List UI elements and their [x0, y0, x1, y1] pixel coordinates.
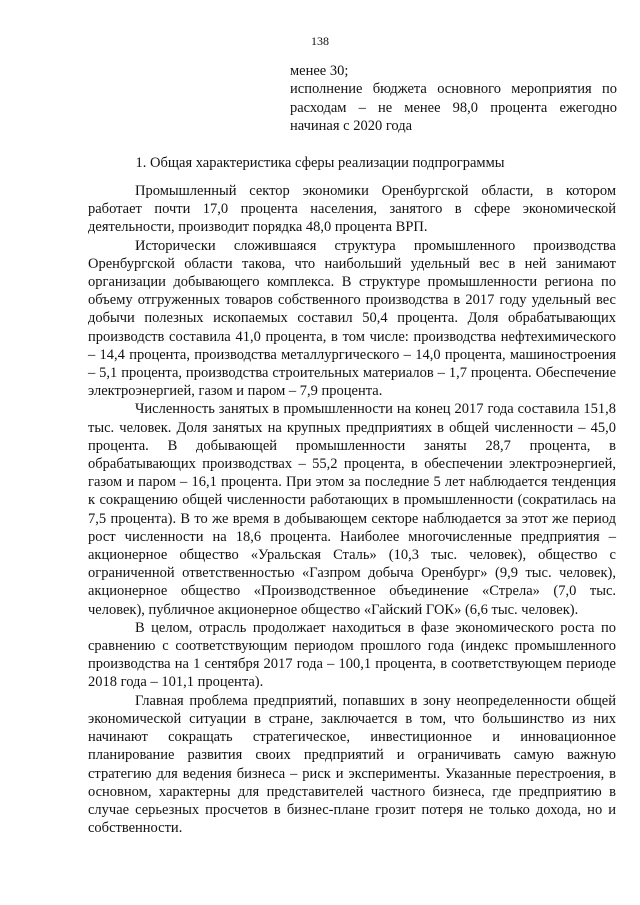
- page-number: 138: [311, 34, 329, 48]
- section-heading: 1. Общая характеристика сферы реализации подпрограммы: [135, 155, 505, 171]
- paragraph: Исторически сложившаяся структура промышленного производства Оренбургской области такова, что наибольший удельный вес в ней занимают организации добывающего комплекса. В структуре промышленности региона по объему отгруженных товаров собственного производства в 2017 году удельный вес добычи полезных ископаемых составил 50,4 процента. Доля обрабатывающих производств составила 41,0 процента, в том числе: производства нефтехимического – 14,4 процента, производства металлургического – 14,0 процента, машиностроения – 5,1 процента, производства строительных материалов – 1,7 процента. Обеспечение электроэнергией, газом и паром – 7,9 процента.: [88, 237, 616, 400]
- paragraph: В целом, отрасль продолжает находиться в фазе экономического роста по сравнению с соответствующим периодом прошлого года (индекс промышленного производства на 1 сентября 2017 года – 100,1 процента, в соответствующем периоде 2018 года – 101,1 процента).: [88, 619, 616, 691]
- paragraph: Численность занятых в промышленности на конец 2017 года составила 151,8 тыс. человек. Доля занятых на крупных предприятиях в общей численности – 45,0 процента. В добывающей промышленности заняты 28,7 процента, в обрабатывающих производствах – 55,2 процента, в обеспечении электроэнергией, газом и паром – 16,1 процента. При этом за последние 5 лет наблюдается тенденция к сокращению общей численности работающих в промышленности (сократилась на 7,5 процента). В то же время в добывающем секторе наблюдается за этот же период рост численности на 18,6 процента. Наиболее многочисленные предприятия – акционерное общество «Уральская Сталь» (10,3 тыс. человек), общество с ограниченной ответственностью «Газпром добыча Оренбург» (9,9 тыс. человек), акционерное общество «Производственное объединение «Стрела» (7,0 тыс. человек), публичное акционерное общество «Гайский ГОК» (6,6 тыс. человек).: [88, 401, 616, 618]
- section-body: [88, 182, 616, 837]
- target-indicators-list: [290, 62, 617, 135]
- paragraph: Промышленный сектор экономики Оренбургской области, в котором работает почти 17,0 процента населения, занятого в сфере экономической деятельности, производит порядка 48,0 процента ВРП.: [88, 183, 616, 236]
- indicator-item: менее 30;: [290, 63, 349, 79]
- paragraph: Главная проблема предприятий, попавших в зону неопределенности общей экономической ситуации в стране, заключается в том, что большинство из них начинают сокращать стратегическое, инвестиционное и инновационное планирование развития своих предприятий и ограничивать самую важную стратегию для ведения бизнеса – риск и эксперименты. Указанные перестроения, в основном, характерны для представителей частного бизнеса, где предприятию в случае серьезных просчетов в бизнес-плане грозит потеря не только дохода, но и собственности.: [88, 692, 616, 837]
- indicator-item: исполнение бюджета основного мероприятия по расходам – не менее 98,0 процента ежегодно начиная с 2020 года: [290, 81, 617, 134]
